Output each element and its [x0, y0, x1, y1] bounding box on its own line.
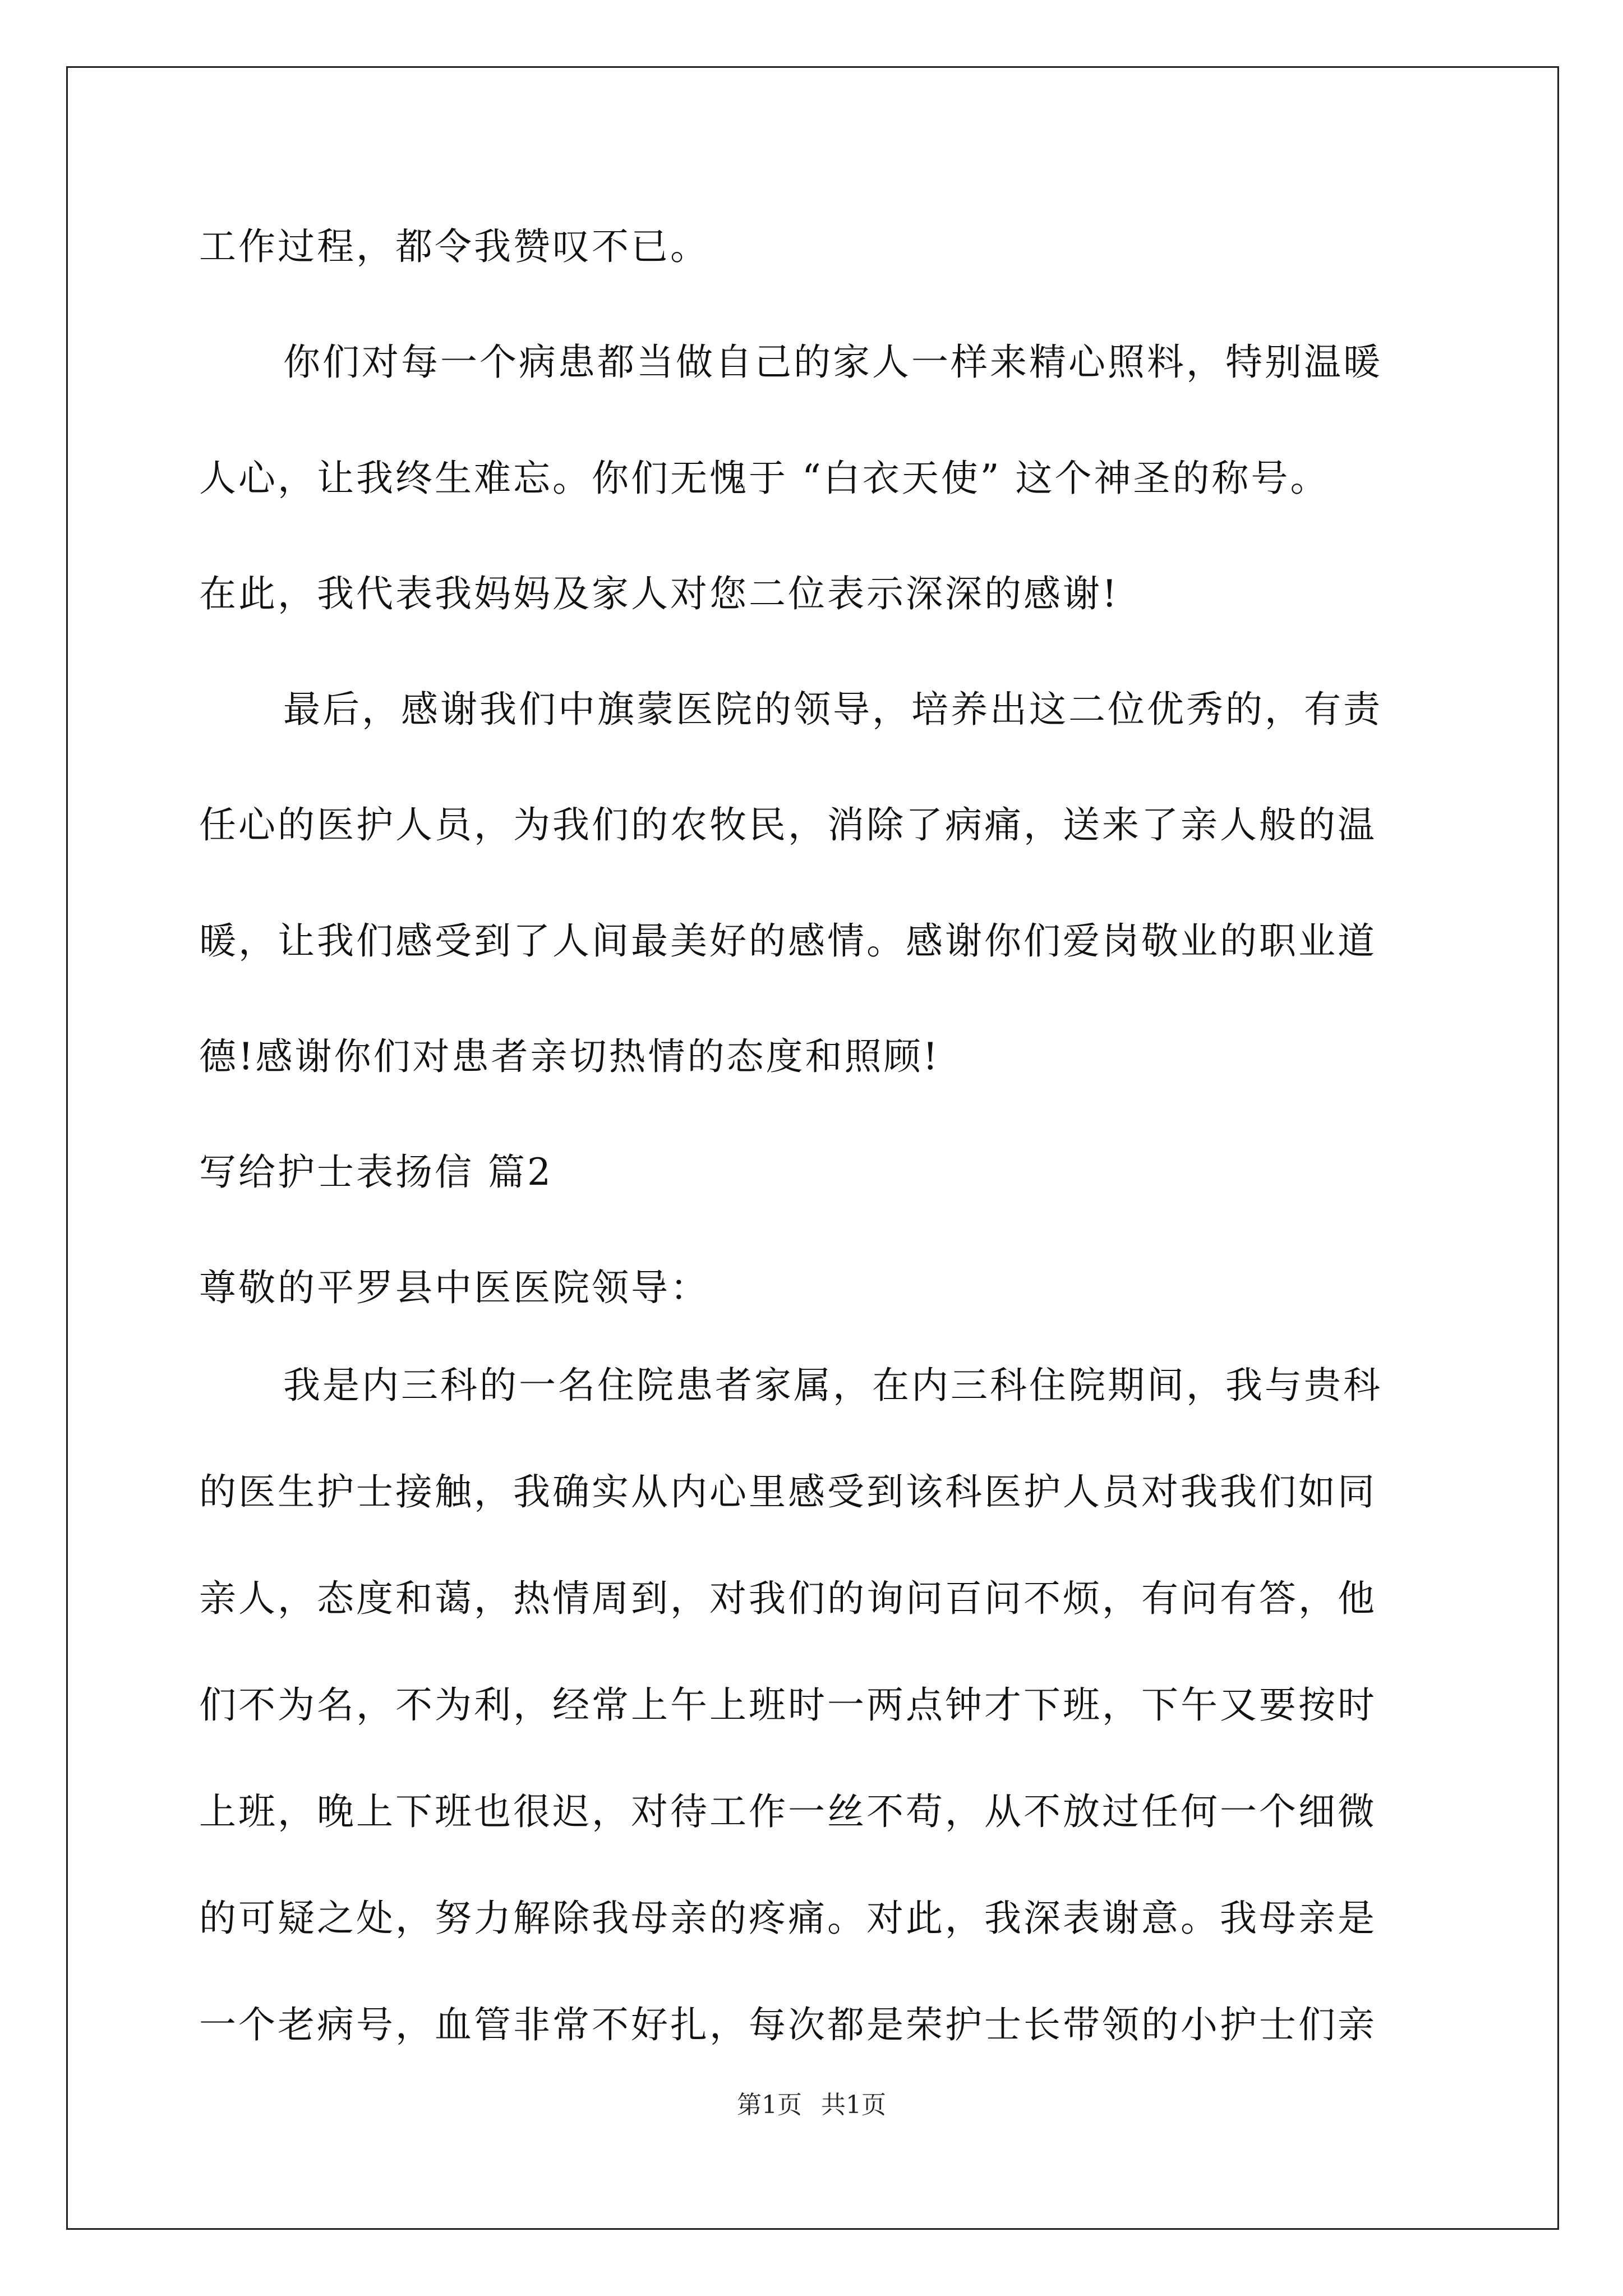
text-line: 的可疑之处，努力解除我母亲的疼痛。对此，我深表谢意。我母亲是	[199, 1897, 1377, 1940]
text-line: 人心，让我终生难忘。你们无愧于 “白衣天使” 这个神圣的称号。	[199, 457, 1330, 500]
text-line: 的医生护士接触，我确实从内心里感受到该科医护人员对我我们如同	[199, 1470, 1377, 1513]
text-line: 上班，晚上下班也很迟，对待工作一丝不苟，从不放过任何一个细微	[199, 1790, 1377, 1833]
paragraph-first-line: 你们对每一个病患都当做自己的家人一样来精心照料，特别温暖	[283, 341, 1382, 384]
text-line: 暖，让我们感受到了人间最美好的感情。感谢你们爱岗敬业的职业道	[199, 919, 1377, 963]
section-heading: 写给护士表扬信 篇2	[199, 1151, 553, 1194]
paragraph-first-line: 我是内三科的一名住院患者家属，在内三科住院期间，我与贵科	[283, 1364, 1382, 1407]
text-line: 们不为名，不为利，经常上午上班时一两点钟才下班，下午又要按时	[199, 1683, 1377, 1727]
text-line: 工作过程，都令我赞叹不已。	[199, 225, 709, 268]
text-line: 德!感谢你们对患者亲切热情的态度和照顾!	[199, 1035, 940, 1078]
text-line: 一个老病号，血管非常不好扎，每次都是荣护士长带领的小护士们亲	[199, 2003, 1377, 2046]
page-footer	[0, 2090, 1623, 2121]
text-line: 在此，我代表我妈妈及家人对您二位表示深深的感谢!	[199, 572, 1119, 615]
page-total: 共1页	[821, 2091, 886, 2119]
salutation: 尊敬的平罗县中医医院领导：	[199, 1266, 709, 1309]
text-line: 亲人，态度和蔼，热情周到，对我们的询问百问不烦，有问有答，他	[199, 1577, 1377, 1620]
text-line: 任心的医护人员，为我们的农牧民，消除了病痛，送来了亲人般的温	[199, 803, 1377, 846]
page-number: 第1页	[737, 2091, 802, 2119]
paragraph-first-line: 最后，感谢我们中旗蒙医院的领导，培养出这二位优秀的，有责	[283, 688, 1382, 731]
